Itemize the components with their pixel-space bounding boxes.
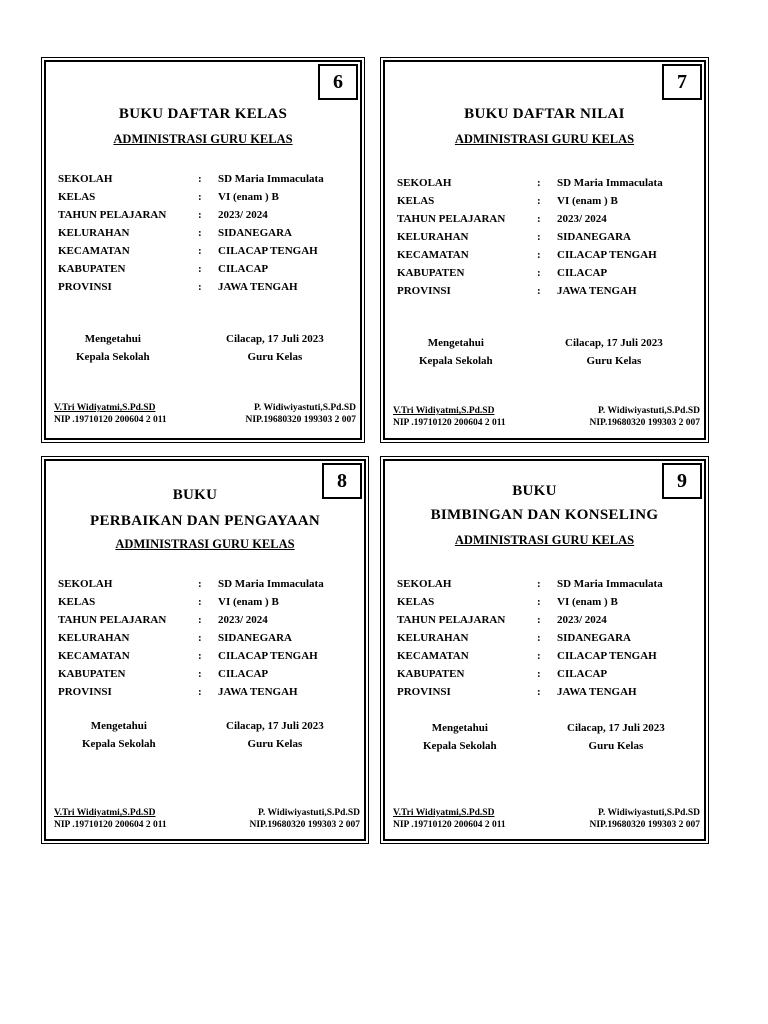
info-row-provinsi xyxy=(397,282,663,300)
card-title: BUKU DAFTAR NILAI xyxy=(464,106,625,122)
info-value: VI (enam ) B xyxy=(557,195,618,207)
signatory-names xyxy=(54,807,360,831)
card-title: BUKU DAFTAR KELAS xyxy=(118,106,288,122)
info-value: VI (enam ) B xyxy=(218,191,279,203)
info-row-kelas xyxy=(58,188,324,206)
info-colon: : xyxy=(537,668,541,680)
info-label: KECAMATAN xyxy=(58,245,130,257)
info-value: SD Maria Immaculata xyxy=(557,177,663,189)
info-row-kelurahan xyxy=(397,629,663,647)
teacher-label: Guru Kelas xyxy=(586,355,642,367)
info-value: CILACAP xyxy=(557,668,608,680)
card-title-line2: BIMBINGAN DAN KONSELING xyxy=(430,507,659,523)
info-colon: : xyxy=(198,245,202,257)
info-row-kelurahan xyxy=(397,228,663,246)
info-value: VI (enam ) B xyxy=(557,596,618,608)
card-subtitle: ADMINISTRASI GURU KELAS xyxy=(454,533,635,547)
info-list xyxy=(397,575,663,701)
signatory-names xyxy=(54,402,356,426)
info-row-kabupaten xyxy=(397,264,663,282)
info-label: KABUPATEN xyxy=(397,668,465,680)
info-colon: : xyxy=(198,263,202,275)
teacher-name: P. Widiwiyastuti,S.Pd.SD xyxy=(258,808,360,818)
info-row-kelas xyxy=(397,593,663,611)
label-card-8 xyxy=(44,459,366,841)
info-row-provinsi xyxy=(397,683,663,701)
card-title-line1: BUKU xyxy=(172,487,218,503)
info-label: SEKOLAH xyxy=(397,578,452,590)
info-value: SIDANEGARA xyxy=(557,632,631,644)
left-signature-block xyxy=(423,719,497,755)
info-row-kabupaten xyxy=(58,260,324,278)
info-colon: : xyxy=(537,231,541,243)
acknowledge-label: Mengetahui xyxy=(427,337,484,349)
teacher-name: P. Widiwiyastuti,S.Pd.SD xyxy=(598,808,700,818)
info-row-provinsi xyxy=(58,683,324,701)
info-colon: : xyxy=(537,578,541,590)
right-signature-block xyxy=(567,719,665,755)
info-value: 2023/ 2024 xyxy=(557,614,607,626)
info-colon: : xyxy=(537,213,541,225)
card-title-line2: PERBAIKAN DAN PENGAYAAN xyxy=(90,513,320,529)
info-colon: : xyxy=(537,632,541,644)
left-signature-block xyxy=(82,717,156,753)
info-value: CILACAP xyxy=(218,668,269,680)
info-list xyxy=(58,575,324,701)
info-value: 2023/ 2024 xyxy=(218,209,268,221)
principal-name: V.Tri Widiyatmi,S.Pd.SD xyxy=(393,406,495,416)
info-label: SEKOLAH xyxy=(58,578,113,590)
info-value: CILACAP TENGAH xyxy=(557,249,657,261)
card-number: 6 xyxy=(318,64,358,100)
info-row-tahun xyxy=(397,611,663,629)
info-value: SIDANEGARA xyxy=(218,227,292,239)
info-value: SIDANEGARA xyxy=(557,231,631,243)
info-label: KECAMATAN xyxy=(397,650,469,662)
info-row-kelurahan xyxy=(58,224,324,242)
principal-label: Kepala Sekolah xyxy=(423,740,497,752)
label-card-6 xyxy=(44,60,362,440)
date-place: Cilacap, 17 Juli 2023 xyxy=(226,720,324,732)
info-colon: : xyxy=(537,267,541,279)
info-colon: : xyxy=(198,578,202,590)
teacher-label: Guru Kelas xyxy=(247,738,303,750)
info-colon: : xyxy=(537,195,541,207)
info-colon: : xyxy=(198,596,202,608)
info-label: PROVINSI xyxy=(397,285,451,297)
card-subtitle: ADMINISTRASI GURU KELAS xyxy=(113,132,293,146)
right-signature-block xyxy=(565,334,663,370)
info-colon: : xyxy=(198,209,202,221)
label-card-7 xyxy=(383,60,706,440)
info-row-kecamatan xyxy=(58,242,324,260)
teacher-name: P. Widiwiyastuti,S.Pd.SD xyxy=(598,406,700,416)
principal-name: V.Tri Widiyatmi,S.Pd.SD xyxy=(393,808,495,818)
card-subtitle: ADMINISTRASI GURU KELAS xyxy=(115,537,295,551)
left-signature-block xyxy=(419,334,493,370)
info-value: CILACAP xyxy=(218,263,269,275)
info-colon: : xyxy=(198,281,202,293)
info-value: CILACAP TENGAH xyxy=(218,245,318,257)
info-colon: : xyxy=(198,668,202,680)
info-label: SEKOLAH xyxy=(58,173,113,185)
info-value: SD Maria Immaculata xyxy=(218,173,324,185)
info-colon: : xyxy=(198,227,202,239)
info-value: VI (enam ) B xyxy=(218,596,279,608)
info-label: TAHUN PELAJARAN xyxy=(58,614,167,626)
info-label: TAHUN PELAJARAN xyxy=(58,209,167,221)
info-value: 2023/ 2024 xyxy=(557,213,607,225)
info-colon: : xyxy=(198,650,202,662)
info-label: KECAMATAN xyxy=(58,650,130,662)
info-colon: : xyxy=(198,686,202,698)
info-value: JAWA TENGAH xyxy=(557,686,637,698)
teacher-nip: NIP.19680320 199303 2 007 xyxy=(589,418,700,428)
info-label: PROVINSI xyxy=(58,686,112,698)
info-label: KELAS xyxy=(397,596,435,608)
info-row-kelas xyxy=(58,593,324,611)
teacher-label: Guru Kelas xyxy=(247,351,303,363)
info-row-kelas xyxy=(397,192,663,210)
info-label: PROVINSI xyxy=(397,686,451,698)
info-colon: : xyxy=(198,614,202,626)
info-list xyxy=(58,170,324,296)
info-value: JAWA TENGAH xyxy=(218,686,298,698)
info-value: CILACAP TENGAH xyxy=(557,650,657,662)
info-row-provinsi xyxy=(58,278,324,296)
label-card-9 xyxy=(383,459,706,841)
date-place: Cilacap, 17 Juli 2023 xyxy=(567,722,665,734)
card-number: 8 xyxy=(322,463,362,499)
principal-nip: NIP .19710120 200604 2 011 xyxy=(54,820,167,830)
principal-label: Kepala Sekolah xyxy=(419,355,493,367)
info-row-kelurahan xyxy=(58,629,324,647)
info-value: 2023/ 2024 xyxy=(218,614,268,626)
info-row-sekolah xyxy=(58,170,324,188)
teacher-name: P. Widiwiyastuti,S.Pd.SD xyxy=(254,403,356,413)
info-value: JAWA TENGAH xyxy=(218,281,298,293)
info-label: KABUPATEN xyxy=(58,263,126,275)
teacher-label: Guru Kelas xyxy=(588,740,644,752)
info-label: KABUPATEN xyxy=(58,668,126,680)
info-colon: : xyxy=(198,191,202,203)
info-colon: : xyxy=(537,614,541,626)
card-number: 9 xyxy=(662,463,702,499)
info-value: SD Maria Immaculata xyxy=(557,578,663,590)
info-label: KABUPATEN xyxy=(397,267,465,279)
info-label: KELAS xyxy=(58,191,96,203)
info-colon: : xyxy=(537,596,541,608)
info-row-sekolah xyxy=(397,174,663,192)
card-title-line1: BUKU xyxy=(512,483,557,499)
principal-nip: NIP .19710120 200604 2 011 xyxy=(54,415,167,425)
signatory-names xyxy=(393,405,700,429)
info-value: CILACAP TENGAH xyxy=(218,650,318,662)
info-label: KELURAHAN xyxy=(58,227,130,239)
info-value: CILACAP xyxy=(557,267,608,279)
info-label: KELAS xyxy=(397,195,435,207)
info-list xyxy=(397,174,663,300)
teacher-nip: NIP.19680320 199303 2 007 xyxy=(245,415,356,425)
right-signature-block xyxy=(226,717,324,753)
principal-nip: NIP .19710120 200604 2 011 xyxy=(393,820,506,830)
card-subtitle: ADMINISTRASI GURU KELAS xyxy=(454,132,635,146)
info-value: SD Maria Immaculata xyxy=(218,578,324,590)
info-label: TAHUN PELAJARAN xyxy=(397,614,506,626)
info-colon: : xyxy=(537,285,541,297)
info-label: KELURAHAN xyxy=(397,231,469,243)
info-label: KELURAHAN xyxy=(58,632,130,644)
signatory-names xyxy=(393,807,700,831)
principal-name: V.Tri Widiyatmi,S.Pd.SD xyxy=(54,403,156,413)
left-signature-block xyxy=(76,330,150,366)
info-value: JAWA TENGAH xyxy=(557,285,637,297)
info-colon: : xyxy=(537,650,541,662)
card-number: 7 xyxy=(662,64,702,100)
info-colon: : xyxy=(537,249,541,261)
acknowledge-label: Mengetahui xyxy=(431,722,488,734)
date-place: Cilacap, 17 Juli 2023 xyxy=(226,333,324,345)
info-row-sekolah xyxy=(58,575,324,593)
principal-label: Kepala Sekolah xyxy=(82,738,156,750)
info-row-tahun xyxy=(58,611,324,629)
teacher-nip: NIP.19680320 199303 2 007 xyxy=(249,820,360,830)
info-colon: : xyxy=(198,173,202,185)
info-label: PROVINSI xyxy=(58,281,112,293)
info-label: KELURAHAN xyxy=(397,632,469,644)
info-row-sekolah xyxy=(397,575,663,593)
info-colon: : xyxy=(537,686,541,698)
info-row-kecamatan xyxy=(397,246,663,264)
acknowledge-label: Mengetahui xyxy=(84,333,141,345)
principal-label: Kepala Sekolah xyxy=(76,351,150,363)
info-label: KECAMATAN xyxy=(397,249,469,261)
principal-nip: NIP .19710120 200604 2 011 xyxy=(393,418,506,428)
info-label: KELAS xyxy=(58,596,96,608)
info-label: TAHUN PELAJARAN xyxy=(397,213,506,225)
info-row-kabupaten xyxy=(397,665,663,683)
info-row-kabupaten xyxy=(58,665,324,683)
teacher-nip: NIP.19680320 199303 2 007 xyxy=(589,820,700,830)
acknowledge-label: Mengetahui xyxy=(90,720,147,732)
info-row-kecamatan xyxy=(397,647,663,665)
info-label: SEKOLAH xyxy=(397,177,452,189)
info-row-tahun xyxy=(58,206,324,224)
info-row-kecamatan xyxy=(58,647,324,665)
right-signature-block xyxy=(226,330,324,366)
info-colon: : xyxy=(198,632,202,644)
info-colon: : xyxy=(537,177,541,189)
info-row-tahun xyxy=(397,210,663,228)
info-value: SIDANEGARA xyxy=(218,632,292,644)
date-place: Cilacap, 17 Juli 2023 xyxy=(565,337,663,349)
principal-name: V.Tri Widiyatmi,S.Pd.SD xyxy=(54,808,156,818)
